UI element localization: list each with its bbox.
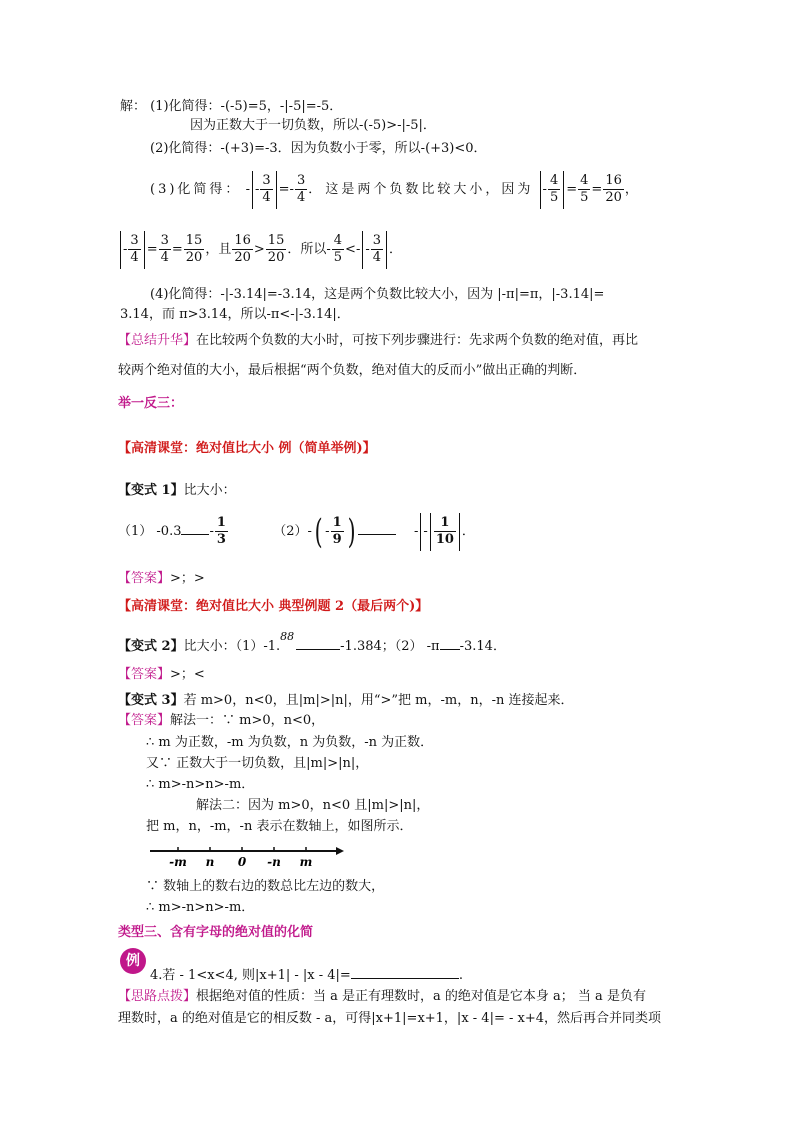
answer-text: >；> <box>170 571 205 586</box>
variant-3-text: 若 m>0，n<0，且|m|>|n|，用“>”把 m，-m，n，-n 连接起来． <box>183 693 574 708</box>
solution-line-4-lead: (3)化简得： <box>150 182 242 197</box>
variant-3-line <box>118 692 573 710</box>
answer-blank[interactable] <box>358 522 396 535</box>
answer-blank[interactable] <box>181 522 209 535</box>
answer-tag: 【答案】 <box>118 667 171 682</box>
example-4-end: . <box>458 968 463 983</box>
answer-tag: 【答案】 <box>118 713 171 728</box>
number-line-label: n <box>205 855 215 869</box>
variant-3-tag: 【变式 3】 <box>118 693 184 708</box>
variant-3-a4: ∴ m>-n>n>-m． <box>146 777 255 792</box>
variant-3-a1: 解法一：∵ m>0，n<0， <box>170 713 325 728</box>
variant-1-problem: （1） -0.3 - $\frac{1}{3}$ （2）-( - $\frac{1}{9}$ ) - - $\frac{1}{10}$ ． <box>118 511 475 552</box>
variant-1-part-1: （1） -0.3 <box>118 524 182 539</box>
variant-3-a7: ∵ 数轴上的数右边的数总比左边的数大， <box>146 879 385 894</box>
variant-2-answer <box>118 666 205 684</box>
example-4-text: 4.若 - 1<x<4, 则|x+1| - |x - 4|= <box>150 968 351 983</box>
variant-2-line <box>118 630 506 656</box>
answer-blank[interactable] <box>440 637 460 650</box>
number-line-label: -m <box>169 855 187 869</box>
variant-2-tag: 【变式 2】 <box>118 639 184 654</box>
variant-1-part-2: （2）- <box>273 524 312 539</box>
answer-text: >；< <box>170 667 205 682</box>
solution-line-1: 解： (1)化简得：-(-5)=5，-|-5|=-5． <box>120 99 343 114</box>
video-ref-1: 【高清课堂：绝对值比大小 例（简单举例)】 <box>118 441 376 456</box>
number-line-label: 0 <box>237 855 247 869</box>
hint-text-1: 根据绝对值的性质：当 a 是正有理数时，a 的绝对值是它本身 a； 当 a 是负有 <box>196 989 646 1004</box>
hint-line-1 <box>118 988 646 1006</box>
variant-1-text: 比大小： <box>183 483 236 498</box>
variant-3-a6: 把 m，n，-m，-n 表示在数轴上，如图所示． <box>146 819 413 834</box>
variant-3-answer-line-1 <box>118 712 324 730</box>
variant-2-mid: -1.384；（2） -π <box>340 639 440 654</box>
example-badge: 例 <box>120 948 146 974</box>
summary-text-1: 在比较两个负数的大小时，可按下列步骤进行：先求两个负数的绝对值，再比 <box>196 333 639 348</box>
variant-2-text: 比大小：（1）-1. <box>183 639 281 654</box>
hint-line-2: 理数时，a 的绝对值是它的相反数 - a，可得|x+1|=x+1，|x - 4|= - x+4，然后再合并同类项 <box>118 1011 661 1026</box>
summary-tag: 【总结升华】 <box>118 333 197 348</box>
example-4-line <box>150 966 463 985</box>
number-line-label: -n <box>267 855 281 869</box>
variant-3-a8: ∴ m>-n>n>-m． <box>146 900 255 915</box>
solution-line-4: (3)化简得： - - $\frac{3}{4}$ =- $\frac{3}{4}$ ． 这是两个负数比较大小，因为 - $\frac{4}{5}$ = $\frac{4}{5}$ = $\frac{16}{20}$ ， <box>150 170 638 210</box>
answer-tag: 【答案】 <box>118 571 171 586</box>
solution-line-5-and: ，且 <box>205 242 232 257</box>
type-3-heading: 类型三、含有字母的绝对值的化简 <box>118 925 314 940</box>
solution-line-6: (4)化简得：-|-3.14|=-3.14，这是两个负数比较大小，因为 |-π|=π，|-3.14|= <box>150 287 605 302</box>
solution-line-2: 因为正数大于一切负数，所以-(-5)>-|-5|． <box>190 118 436 133</box>
number-line-arrow <box>336 847 344 855</box>
solution-line-7: 3.14，而 π>3.14，所以-π<-|-3.14|． <box>120 307 350 322</box>
variant-3-a5: 解法二：因为 m>0，n<0 且|m|>|n|， <box>196 798 430 813</box>
solution-line-3: (2)化简得：-(+3)=-3．因为负数小于零，所以-(+3)<0． <box>150 141 487 156</box>
repeating-digits: 88 <box>280 630 295 643</box>
hint-tag: 【思路点拨】 <box>118 989 197 1004</box>
solution-line-5-so: ．所以 <box>287 242 327 257</box>
variant-1-tag: 【变式 1】 <box>118 483 184 498</box>
summary-line-2: 较两个绝对值的大小，最后根据“两个负数，绝对值大的反而小”做出正确的判断． <box>118 363 587 378</box>
variant-1-answer <box>118 570 205 588</box>
juyi-heading: 举一反三： <box>118 396 184 411</box>
answer-blank[interactable] <box>296 637 340 650</box>
answer-blank[interactable] <box>351 966 459 979</box>
variant-3-a3: 又∵ 正数大于一切负数，且|m|>|n|， <box>146 756 369 771</box>
number-line-figure <box>148 842 348 872</box>
number-line-label: m <box>299 855 313 869</box>
variant-3-a2: ∴ m 为正数，-m 为负数，n 为负数，-n 为正数． <box>146 735 434 750</box>
variant-2-end: -3.14． <box>459 639 506 654</box>
solution-line-4-mid: 这是两个负数比较大小，因为 <box>325 182 534 197</box>
solution-line-5: - $\frac{3}{4}$ = $\frac{3}{4}$ = $\frac{15}{20}$ ，且 $\frac{16}{20}$ > $\frac{15}{20}$ ．所以- $\frac{4}{5}$ <- - $\frac{3}{4}$ ． <box>118 230 402 270</box>
variant-1-line <box>118 482 236 500</box>
video-ref-2: 【高清课堂：绝对值比大小 典型例题 2（最后两个)】 <box>118 599 429 614</box>
summary-line-1 <box>118 332 638 350</box>
